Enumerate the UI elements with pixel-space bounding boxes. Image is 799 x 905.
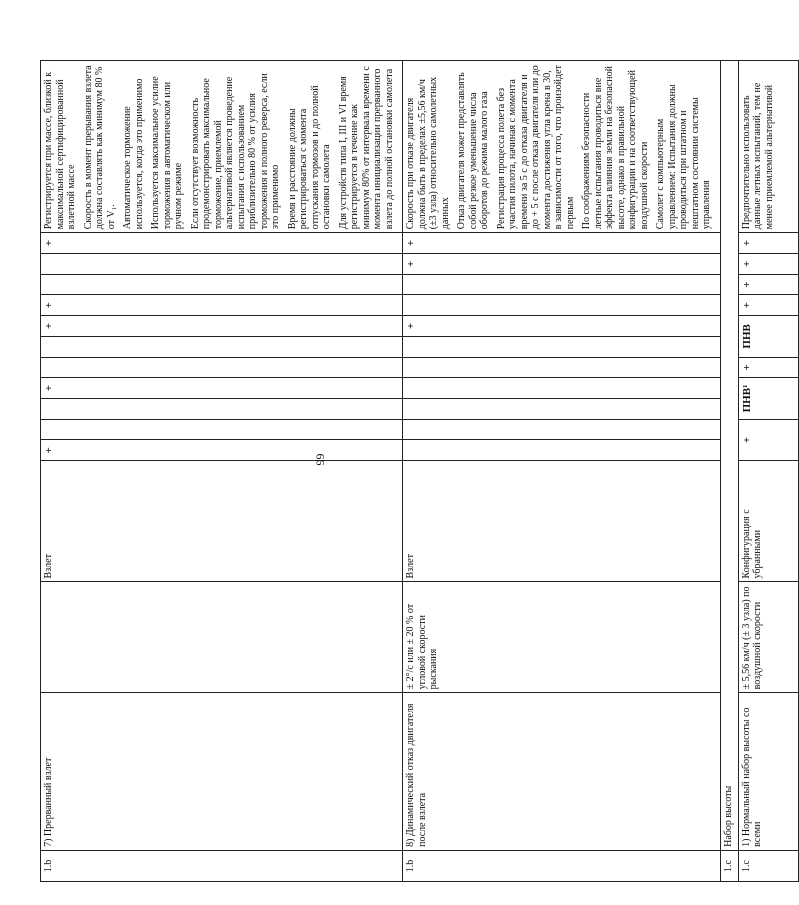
notes-cell	[403, 61, 721, 233]
mark-cell: +	[403, 253, 721, 274]
mark-cell	[403, 440, 721, 461]
mark-cell: +	[738, 253, 798, 274]
section-index: 1.b	[41, 850, 403, 881]
mark-cell	[403, 399, 721, 420]
note-paragraph: Предпочтительно использовать данные летных испытаний, тем не менее приемлемой альтернативой	[740, 82, 775, 230]
mark-cell: +	[41, 295, 403, 316]
mark-cell: +	[41, 233, 403, 254]
table-row-rejected-takeoff	[41, 61, 403, 882]
section-index: 1.c	[720, 850, 738, 881]
note-paragraph: По соображениям безопасности летные испытания проводиться вне эффекта влияния земли на безопасной высоте, однако в правильной конфигурации и на соответствующей воздушной скорости	[581, 65, 650, 230]
mark-cell	[41, 274, 403, 295]
note-paragraph: Регистрируется при массе, близкой к максимальной сертифицированной взлетной массе	[43, 71, 77, 230]
note-paragraph: Регистрация процесса полета без участия пилота, начиная с момента времени за 5 с до отказа двигателя и до + 5 с после отказа двигателя или до момента достижения угла крена в 30, в зависимости от того, что произойдет первым	[495, 65, 576, 230]
mark-cell: +	[403, 233, 721, 254]
mark-cell: +	[41, 378, 403, 399]
table-row-climb-heading	[720, 61, 738, 882]
note-paragraph: Для устройств типа I, III и VI время регистрируется в течение как минимум 80% от интервала времени с момента инициализации прерванного взлета до полной остановки самолета	[337, 66, 395, 230]
note-paragraph: Время и расстояние должны регистрироваться с момента отпускания тормозов и до полной остановки самолета	[286, 85, 332, 230]
notes-cell	[41, 61, 403, 233]
mark-cell	[403, 274, 721, 295]
mark-cell: +	[738, 233, 798, 254]
tolerance-cell: ± 2°/с или ± 20 % от угловой скорости рыскания	[403, 582, 721, 693]
notes-cell	[738, 61, 798, 233]
mark-cell	[403, 295, 721, 316]
mark-cell	[403, 419, 721, 440]
mark-cell: +	[41, 440, 403, 461]
mark-cell: +	[403, 316, 721, 337]
section-index: 1.b	[403, 850, 721, 881]
test-name: 1) Нормальный набор высоты со всеми	[738, 693, 798, 851]
mark-cell	[41, 336, 403, 357]
note-paragraph: Скорость в момент прерывания взлета должна составлять как минимум 80 % от V₁.	[82, 65, 117, 230]
page-number: 66	[313, 453, 328, 466]
mark-cell: ПНВ¹	[738, 378, 798, 419]
mark-cell: +	[738, 295, 798, 316]
tolerance-cell: ± 5,56 км/ч (± 3 узла) по воздушной скорости	[738, 582, 798, 693]
note-paragraph: Если отсутствует возможность продемонстрировать максимальное торможение, приемлемой альтернативой является проведение испытания с использованием приблизительно 80 % от усилия торможения и полного реверса, если это применимо	[189, 73, 281, 230]
test-table	[40, 60, 799, 882]
flight-phase: Взлет	[41, 461, 403, 582]
mark-cell: +	[738, 357, 798, 378]
mark-cell	[403, 378, 721, 399]
note-paragraph: Скорость при отказе двигателя должна быть в пределах ±5,56 км/ч (±3 узла) относительно самолетных данных	[405, 76, 451, 230]
mark-cell	[41, 419, 403, 440]
note-paragraph: Отказ двигателя может представлять собой резкое уменьшение числа оборотов до режима малого газа	[456, 72, 490, 230]
mark-cell: +	[738, 419, 798, 460]
section-heading: Набор высоты	[720, 61, 738, 851]
mark-cell: +	[738, 274, 798, 295]
section-index: 1.c	[738, 850, 798, 881]
note-paragraph: Автоматическое торможение используется, когда это применимо	[122, 78, 145, 230]
table-row-normal-climb	[738, 61, 798, 882]
flight-phase: Взлет	[403, 461, 721, 582]
test-name: 8) Динамический отказ двигателя после взлета	[403, 693, 721, 851]
rotated-table-container	[40, 60, 775, 882]
table-row-engine-failure	[403, 61, 721, 882]
tolerance-cell	[41, 582, 403, 693]
mark-cell	[403, 336, 721, 357]
mark-cell: ПНВ	[738, 316, 798, 357]
test-name: 7) Прерванный взлет	[41, 693, 403, 851]
mark-cell	[41, 399, 403, 420]
mark-cell	[403, 357, 721, 378]
mark-cell	[41, 253, 403, 274]
note-paragraph: Используется максимальное усилие торможения в автоматическом или ручном режиме	[150, 76, 184, 230]
note-paragraph: Самолет с компьютерным управлением: Испытания должны проводиться при штатном и нештатном состоянии системы управления	[655, 84, 712, 230]
mark-cell	[41, 357, 403, 378]
mark-cell: +	[41, 316, 403, 337]
flight-phase: Конфигурация с убранными	[738, 461, 798, 582]
